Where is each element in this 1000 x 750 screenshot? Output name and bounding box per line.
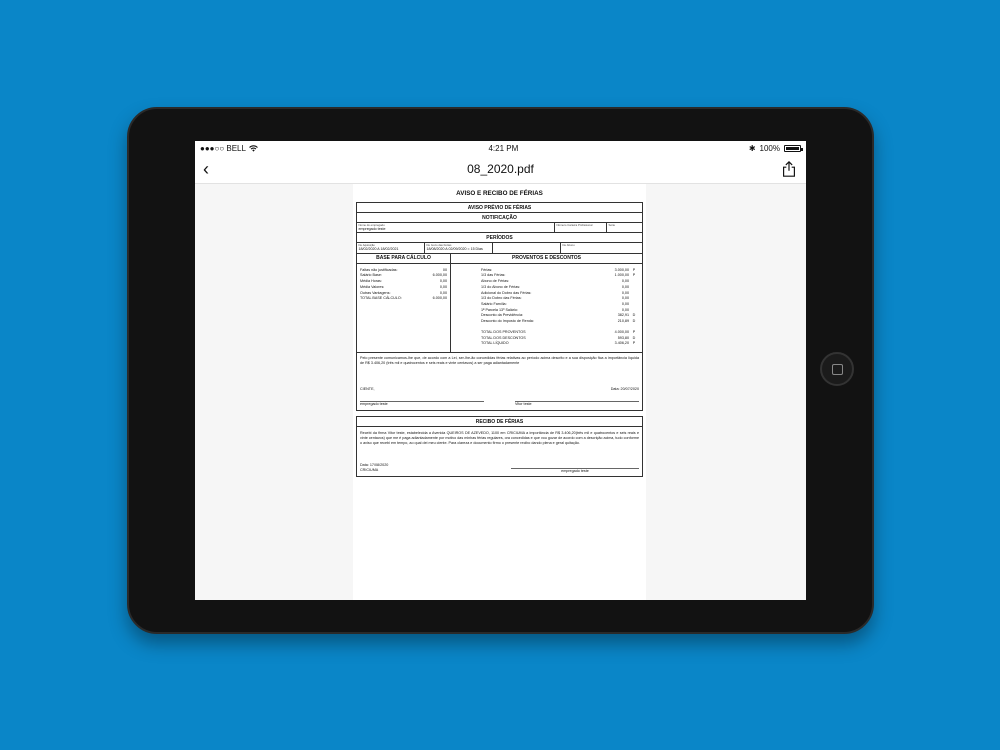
recibo-footer	[357, 463, 642, 476]
data-aviso: Data: 20/07/2020	[610, 387, 639, 392]
value-row-label: Faltas não justificadas:	[360, 267, 398, 272]
bluetooth-icon: ✱	[748, 143, 756, 153]
battery-percent: 100%	[759, 143, 780, 153]
periodos-row	[357, 243, 642, 253]
value-row-amount: 3.000,00	[614, 267, 629, 272]
value-row	[360, 296, 447, 302]
back-chevron-icon[interactable]: ‹	[203, 159, 209, 179]
clock: 4:21 PM	[488, 143, 519, 153]
value-row-amount: 1.000,00	[614, 273, 629, 278]
periodos-header: PERÍODOS	[357, 233, 642, 243]
aviso-text: Pelo presente comunicamos-lhe que, de acordo com a Lei, ser-lhe-ão concedidas férias relativas ao período acima descrito e a sua disposição fica a importância líquida de R$ 3.406,20 (três mil e quatrocentos e seis reais e vinte centavos) a ser paga adiantadamente	[360, 356, 639, 366]
value-row	[481, 341, 639, 347]
carrier-label: ●●●○○ BELL	[200, 143, 246, 153]
value-row-amount: 0,00	[621, 279, 629, 284]
proventos-header: PROVENTOS E DESCONTOS	[512, 255, 581, 262]
values-section	[357, 264, 642, 354]
status-bar	[195, 141, 806, 155]
value-row-label: TOTAL DOS DESCONTOS	[481, 335, 526, 340]
screen	[195, 141, 806, 600]
pdf-page	[353, 184, 646, 600]
value-row-label: 1/3 do Abono de Férias:	[481, 284, 521, 289]
value-row-amount: 0,00	[621, 302, 629, 306]
nav-bar	[195, 155, 806, 184]
blank-cell	[493, 243, 561, 252]
value-row-label: Média Valores:	[360, 284, 385, 289]
value-row-amount: 0,00	[439, 290, 447, 295]
notificacao-header: NOTIFICAÇÃO	[357, 213, 642, 223]
proventos-column	[451, 264, 642, 353]
value-row-label: Outras Vantagens:	[360, 290, 391, 295]
serie-cell: Série	[608, 222, 616, 227]
value-row-type: D	[632, 313, 636, 318]
doc-main-title: AVISO E RECIBO DE FÉRIAS	[456, 190, 543, 197]
value-row-amount: 0,00	[621, 296, 629, 301]
value-row-label: TOTAL BASE CÁLCULO:	[360, 296, 402, 301]
value-row-amount: 4.000,00	[614, 329, 629, 334]
value-row-label: 1/3 do Dobro das Férias:	[481, 296, 522, 301]
value-row-amount: 0,00	[621, 290, 629, 295]
value-row-label: Férias:	[481, 267, 493, 272]
value-row-label: Desconto do Imposto de Renda:	[481, 319, 534, 324]
value-row-amount: 6.000,00	[432, 273, 447, 278]
base-column	[357, 264, 451, 353]
value-row-amount: 593,80	[617, 335, 629, 340]
value-row-type: P	[632, 267, 636, 272]
value-row-amount: 0,00	[621, 307, 629, 312]
share-icon[interactable]	[780, 160, 798, 178]
value-row-type: D	[632, 319, 636, 324]
cidade: CRICIUMA	[360, 468, 379, 473]
value-row-label: 1/3 das Férias:	[481, 273, 506, 278]
aviso-previo-header: AVISO PRÉVIO DE FÉRIAS	[357, 203, 642, 213]
recibo-header: RECIBO DE FÉRIAS	[357, 417, 642, 427]
value-row-label: Abono de Férias:	[481, 279, 510, 284]
employee-name-cell: Nome do empregado empregado teste	[357, 223, 555, 232]
recibo-box	[356, 416, 643, 477]
data-recibo: Data: 17/08/2020	[360, 463, 389, 468]
value-row-type: D	[632, 335, 636, 340]
value-row-amount: 210,89	[617, 319, 629, 324]
abono-cell: De Abono	[562, 242, 575, 247]
gozo-cell: De Gozo das Férias 18/08/2020 A 02/09/2020 = 15 Dias	[425, 243, 493, 252]
value-row-amount: 382,91	[617, 313, 629, 318]
value-row-label: Salário Família:	[481, 302, 507, 306]
battery-icon	[784, 145, 801, 152]
value-row-amount: 0,00	[439, 279, 447, 284]
ciente-label: CIENTE,	[360, 387, 375, 392]
value-row-type: P	[632, 273, 636, 278]
recibo-text: Recebi da firma Vitor teste, estabelecida a Avenida QUEIROS DE AZEVEDO, 1100 em CRICIUMA a importância de R$ 3.406,20(três mil e quatrocentos e seis reais e vinte centavos) que me é paga adiantadamente por motivo das minhas férias regulares, ora concedidas e que vou gozar de acordo com a descrição acima, tudo conforme o aviso que recebi em tempo, ao qual dei meu ciente. Para clareza e documento firmo o presente recibo dando plena e geral quitação.	[360, 431, 639, 446]
sign-employee: empregado teste	[360, 402, 388, 407]
value-row-label: Desconto da Previdência:	[481, 313, 524, 318]
aquisicao-cell: De Aquisição 18/02/2020 A 18/02/2021	[357, 243, 425, 252]
value-row-label: TOTAL DOS PROVENTOS	[481, 329, 526, 334]
aviso-box	[356, 202, 643, 411]
ctps-cell: Número Carteira Profissional	[555, 223, 607, 232]
wifi-icon	[249, 145, 258, 152]
value-row-amount: 6.000,00	[432, 296, 447, 301]
value-row-type: P	[632, 341, 636, 346]
sign-employee-recibo: empregado teste	[561, 469, 589, 474]
value-row-label: Média Horas:	[360, 279, 382, 284]
home-button[interactable]	[820, 352, 854, 386]
value-row-label: 1ª Parcela 13º Salário:	[481, 307, 518, 312]
signature-row	[357, 401, 642, 410]
value-row-label: Adicional do Dobro das Férias:	[481, 290, 532, 295]
value-row-label: TOTAL LÍQUIDO	[481, 341, 509, 346]
value-row-amount: 0,00	[621, 284, 629, 289]
home-square-icon	[832, 364, 843, 375]
employee-row	[357, 223, 642, 233]
value-row-type: P	[632, 329, 636, 334]
sign-employer: Vitor teste	[515, 402, 532, 407]
section-headers-row	[357, 254, 642, 264]
value-row-label: Salário Base:	[360, 273, 382, 278]
base-header: BASE PARA CÁLCULO	[357, 254, 451, 263]
document-title: 08_2020.pdf	[467, 162, 534, 176]
value-row-amount: 00	[442, 267, 447, 272]
signature-line	[515, 401, 639, 402]
value-row	[481, 319, 639, 325]
value-row-amount: 0,00	[439, 284, 447, 289]
value-row-amount: 3.406,20	[614, 341, 629, 346]
